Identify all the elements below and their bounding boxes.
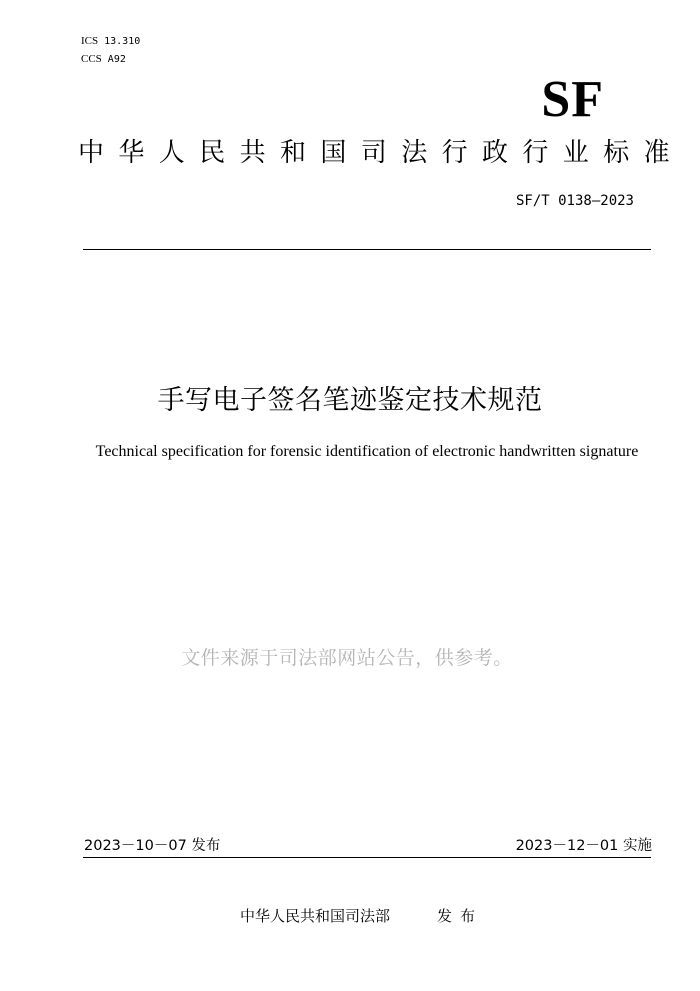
- ics-value: 13.310: [104, 36, 141, 47]
- document-title-english: Technical specification for forensic identification of electronic handwritten signature: [95, 443, 639, 460]
- issue-date: 2023－10－07 发布: [84, 838, 221, 854]
- top-divider: [83, 249, 651, 250]
- ccs-label: CCS: [81, 53, 102, 65]
- ics-classification: [81, 34, 140, 49]
- source-watermark: 文件来源于司法部网站公告，供参考。: [181, 647, 513, 669]
- document-title-chinese: 手写电子签名笔迹鉴定技术规范: [157, 385, 543, 416]
- standard-classification-title: 中华人民共和国司法行政行业标准: [78, 138, 685, 168]
- ics-label: ICS: [81, 35, 99, 47]
- issuing-authority: 中华人民共和国司法部: [240, 907, 391, 925]
- issue-label: 发布: [437, 907, 484, 925]
- implementation-date: 2023－12－01 实施: [515, 838, 652, 854]
- sf-logo: SF: [541, 71, 604, 128]
- standard-code: SF/T 0138—2023: [515, 193, 634, 209]
- bottom-divider: [83, 857, 651, 858]
- ccs-value: A92: [107, 54, 126, 65]
- ccs-classification: [81, 52, 126, 67]
